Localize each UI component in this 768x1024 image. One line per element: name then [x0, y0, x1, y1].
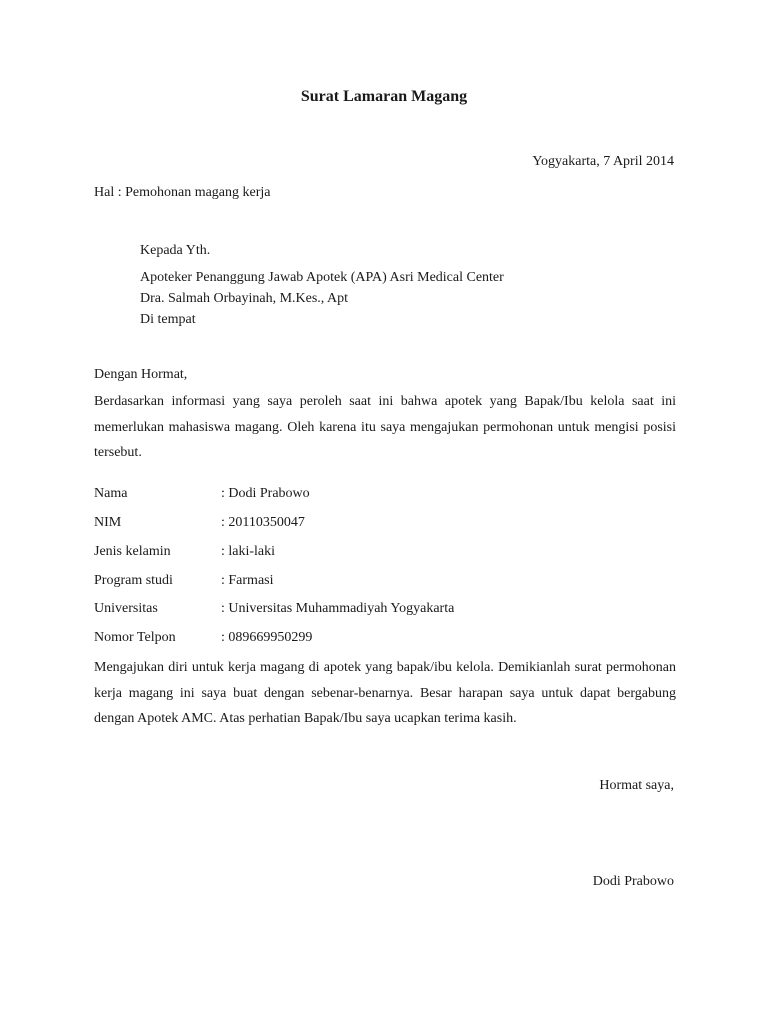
- detail-value-nim: : 20110350047: [221, 515, 305, 530]
- recipient-to: Kepada Yth.: [140, 243, 211, 258]
- detail-label-name: Nama: [94, 486, 128, 501]
- subject-line: Hal : Pemohonan magang kerja: [94, 185, 271, 200]
- detail-label-phone: Nomor Telpon: [94, 630, 176, 645]
- greeting: Dengan Hormat,: [94, 367, 188, 382]
- letter-title: Surat Lamaran Magang: [300, 88, 468, 105]
- detail-label-program: Program studi: [94, 573, 173, 588]
- detail-value-gender: : laki-laki: [221, 544, 276, 559]
- detail-label-gender: Jenis kelamin: [94, 544, 171, 559]
- detail-label-nim: NIM: [94, 515, 122, 530]
- detail-value-university: : Universitas Muhammadiyah Yogyakarta: [221, 601, 455, 616]
- detail-label-university: Universitas: [94, 601, 158, 616]
- signoff: Hormat saya,: [599, 778, 674, 793]
- closing-paragraph: Mengajukan diri untuk kerja magang di apotek yang bapak/ibu kelola. Demikianlah surat permohonan kerja magang ini saya buat dengan sebenar-benarnya. Besar harapan saya untuk dapat bergabung dengan Apotek AMC. Atas perhatian Bapak/Ibu saya ucapkan terima kasih.: [94, 660, 676, 726]
- place-date: Yogyakarta, 7 April 2014: [532, 154, 674, 169]
- recipient-line-1: Apoteker Penanggung Jawab Apotek (APA) Asri Medical Center: [140, 270, 504, 285]
- signature-name: Dodi Prabowo: [592, 874, 674, 889]
- intro-paragraph: Berdasarkan informasi yang saya peroleh saat ini bahwa apotek yang Bapak/Ibu kelola saat ini memerlukan mahasiswa magang. Oleh karena itu saya mengajukan permohonan untuk mengisi posisi tersebut.: [94, 394, 676, 460]
- detail-value-name: : Dodi Prabowo: [221, 486, 310, 501]
- detail-value-program: : Farmasi: [221, 573, 274, 588]
- recipient-line-2: Dra. Salmah Orbayinah, M.Kes., Apt: [140, 291, 349, 306]
- detail-value-phone: : 089669950299: [221, 630, 313, 645]
- recipient-line-3: Di tempat: [140, 312, 196, 327]
